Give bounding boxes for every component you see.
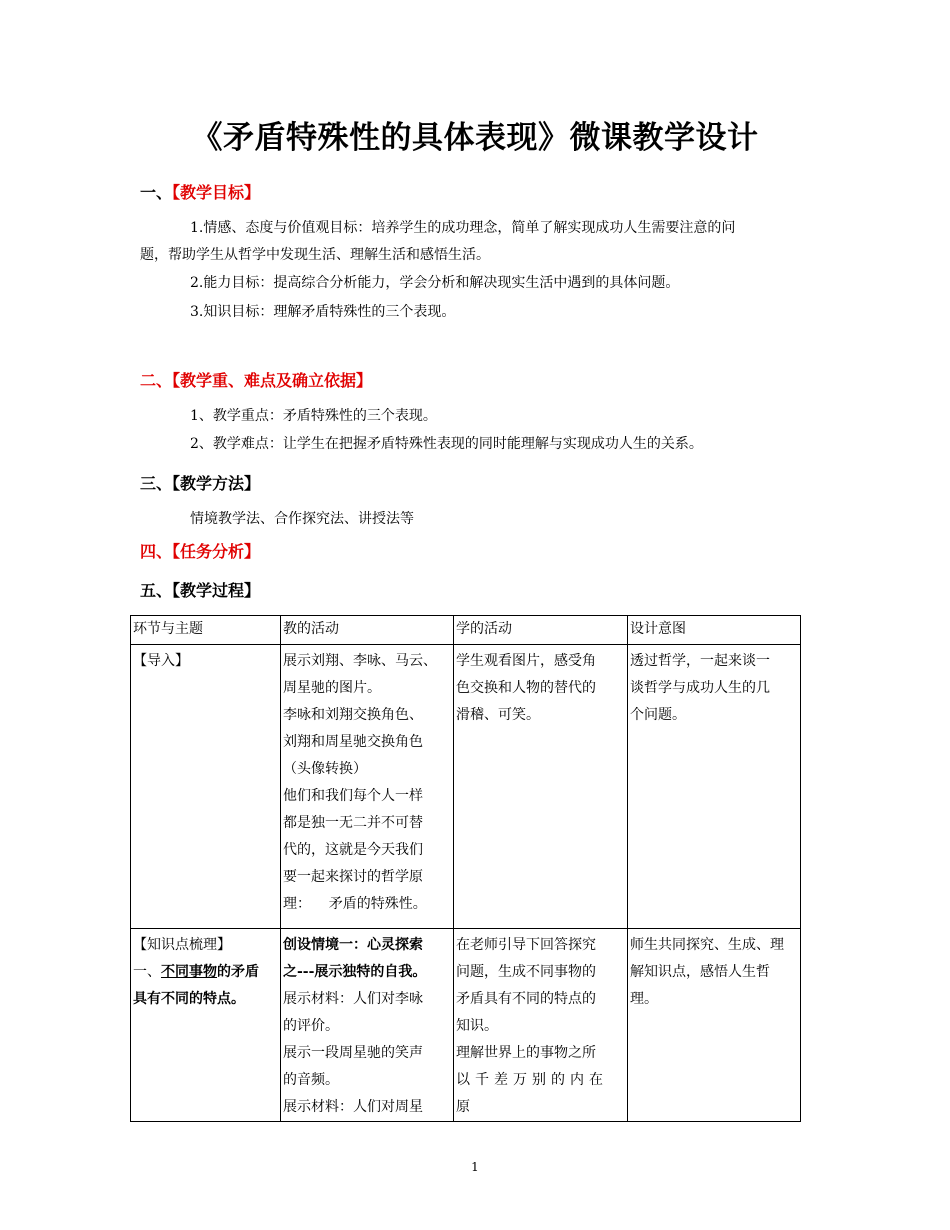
document-title: 《矛盾特殊性的具体表现》微课教学设计 — [191, 120, 759, 156]
cell-line: 理： 矛盾的特殊性。 — [283, 896, 427, 912]
cell-line: 展示材料：人们对李咏 — [283, 991, 423, 1007]
table-header-cell: 学的活动 — [454, 616, 628, 645]
section-2-heading — [140, 368, 372, 391]
table-header-row — [131, 616, 801, 645]
cell-line: 展示一段周星驰的笑声 — [283, 1045, 423, 1061]
cell-line: （头像转换） — [283, 761, 367, 777]
cell-line: 透过哲学，一起来谈一 — [630, 653, 770, 669]
table-cell-teacher — [281, 929, 454, 1122]
cell-line: 都是独一无二并不可替 — [283, 815, 423, 831]
cell-line — [133, 959, 278, 986]
section-2-number: 二、 — [140, 371, 173, 390]
cell-text: 一、 — [133, 964, 161, 980]
cell-line: 的音频。 — [283, 1072, 339, 1088]
objective-line-1: 1.情感、态度与价值观目标：培养学生的成功理念，简单了解实现成功人生需要注意的问 — [190, 220, 736, 236]
section-3-label: 【教学方法】 — [172, 474, 261, 493]
section-2-label: 【教学重、难点及确立依据】 — [172, 371, 373, 390]
section-4-heading — [140, 539, 260, 562]
cell-line: 要一起来探讨的哲学原 — [283, 869, 423, 885]
cell-line: 色交换和人物的替代的 — [456, 680, 596, 696]
cell-text-underlined: 不同事物 — [161, 964, 217, 980]
cell-line: 以千差万别的内在原 — [456, 1072, 608, 1115]
cell-line: 他们和我们每个人一样 — [283, 788, 423, 804]
cell-line: 李咏和刘翔交换角色、 — [283, 707, 423, 723]
cell-line: 理。 — [630, 991, 658, 1007]
table-row — [131, 929, 801, 1122]
cell-line: 创设情境一：心灵探索 — [283, 937, 423, 953]
objective-line-3: 2.能力目标：提高综合分析能力，学会分析和解决现实生活中遇到的具体问题。 — [190, 275, 680, 291]
cell-line: 展示刘翔、李咏、马云、 — [283, 653, 437, 669]
cell-line: 学生观看图片，感受角 — [456, 653, 596, 669]
cell-line: 问题，生成不同事物的 — [456, 964, 596, 980]
cell-line: 解知识点，感悟人生哲 — [630, 964, 770, 980]
cell-line: 谈哲学与成功人生的几 — [630, 680, 770, 696]
difficulty-line: 2、教学难点：让学生在把握矛盾特殊性表现的同时能理解与实现成功人生的关系。 — [190, 436, 703, 452]
section-5-number: 五、 — [140, 581, 173, 600]
table-header-cell: 设计意图 — [628, 616, 801, 645]
section-3-number: 三、 — [140, 474, 173, 493]
section-1-heading — [140, 180, 260, 203]
objective-line-4: 3.知识目标：理解矛盾特殊性的三个表现。 — [190, 304, 456, 320]
section-5-heading — [140, 578, 260, 601]
table-cell-student — [454, 645, 628, 929]
section-4-label: 【任务分析】 — [172, 542, 261, 561]
page-number: 1 — [471, 1160, 479, 1174]
methods-text: 情境教学法、合作探究法、讲授法等 — [190, 511, 414, 527]
cell-line: 周星驰的图片。 — [283, 680, 381, 696]
cell-text-bold: 的矛盾 — [217, 964, 259, 980]
cell-line: 具有不同的特点。 — [133, 991, 245, 1007]
teaching-process-table — [130, 615, 801, 1122]
cell-line: 【导入】 — [133, 653, 189, 669]
cell-line: 【知识点梳理】 — [133, 937, 231, 953]
cell-line: 的评价。 — [283, 1018, 339, 1034]
cell-line: 知识。 — [456, 1018, 498, 1034]
table-cell-stage — [131, 929, 281, 1122]
key-point-line: 1、教学重点：矛盾特殊性的三个表现。 — [190, 408, 437, 424]
section-4-number: 四、 — [140, 542, 173, 561]
section-5-label: 【教学过程】 — [172, 581, 261, 600]
cell-line: 个问题。 — [630, 707, 686, 723]
cell-line: 师生共同探究、生成、理 — [630, 937, 784, 953]
cell-line: 之---展示独特的自我。 — [283, 964, 427, 980]
table-cell-intent — [628, 929, 801, 1122]
table-row — [131, 645, 801, 929]
cell-line: 滑稽、可笑。 — [456, 707, 540, 723]
table-header-cell: 环节与主题 — [131, 616, 281, 645]
section-1-label: 【教学目标】 — [172, 183, 261, 202]
objective-line-2: 题，帮助学生从哲学中发现生活、理解生活和感悟生活。 — [140, 247, 490, 263]
cell-line: 刘翔和周星驰交换角色 — [283, 734, 423, 750]
section-1-number: 一、 — [140, 183, 173, 202]
table-cell-student — [454, 929, 628, 1122]
cell-line: 在老师引导下回答探究 — [456, 937, 596, 953]
cell-line: 代的，这就是今天我们 — [283, 842, 423, 858]
table-cell-intent — [628, 645, 801, 929]
table-cell-stage — [131, 645, 281, 929]
section-3-heading — [140, 471, 260, 494]
cell-line: 矛盾具有不同的特点的 — [456, 991, 596, 1007]
table-cell-teacher — [281, 645, 454, 929]
table-header-cell: 教的活动 — [281, 616, 454, 645]
cell-line: 展示材料：人们对周星 — [283, 1099, 423, 1115]
cell-line: 理解世界上的事物之所 — [456, 1045, 596, 1061]
